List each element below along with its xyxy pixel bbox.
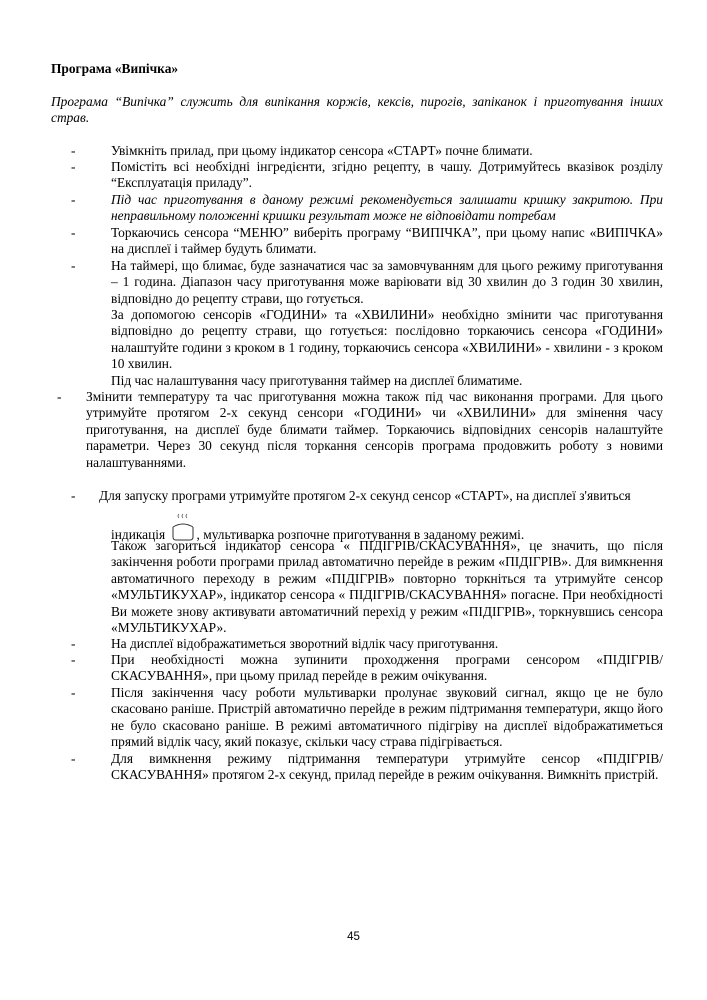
bullet-dash: - xyxy=(71,258,76,273)
list-item: На таймері, що блимає, буде зазначатися час за замовчуванням для цього режиму приготування – 1 година. Діапазон часу приготування може варіювати від 30 хвилин до 3 годин 30 хвилин, відповідно до рецепту страви, що готується. xyxy=(111,258,663,306)
bullet-dash: - xyxy=(71,488,76,503)
list-item: Після закінчення часу роботи мультиварки пролунає звуковий сигнал, якщо це не було скасовано раніше. Пристрій автоматично перейде в режим підтримання температури, якщо його не було скасовано раніше. В режимі автоматичного підігріву на дисплеї відображатиметься прямий відлік часу, який показує, скільки часу страва підігрівається. xyxy=(111,685,663,750)
bullet-dash: - xyxy=(71,751,76,766)
list-item: Для вимкнення режиму підтримання температури утримуйте сенсор «ПІДІГРІВ/СКАСУВАННЯ» протягом 2-х секунд, прилад перейде в режим очікування. Вимкніть пристрій. xyxy=(111,751,663,783)
indicator-description: , мультиварка розпочне приготування в заданому режимі. xyxy=(196,527,525,542)
list-item: Для запуску програми утримуйте протягом 2-х секунд сенсор «СТАРТ», на дисплеї з'явиться xyxy=(99,488,631,503)
list-item-paragraph: За допомогою сенсорів «ГОДИНИ» та «ХВИЛИНИ» необхідно змінити час приготування відповідно до рецепту страви, що готується: послідовно торкаючись сенсора «ГОДИНИ» налаштуйте години з кроком в 1 годину, торкаючись сенсора «ХВИЛИНИ» - хвилини - з кроком 10 хвилин. xyxy=(111,307,663,372)
list-item-paragraph: Також загориться індикатор сенсора « ПІДІГРІВ/СКАСУВАННЯ», це значить, що після закінчення роботи програми прилад автоматично перейде в режим «ПІДІГРІВ». Для вимкнення автоматичного переходу в режим «ПІДІГРІВ» повторно торкніться та утримуйте сенсор «МУЛЬТИКУХАР», індикатор сенсора « ПІДІГРІВ/СКАСУВАННЯ» погасне. При необхідності Ви можете знову активувати автоматичний перехід у режим «ПІДІГРІВ», торкнувшись сенсора «МУЛЬТИКУХАР». xyxy=(111,538,663,636)
list-item: Увімкніть прилад, при цьому індикатор сенсора «СТАРТ» почне блимати. xyxy=(111,143,533,158)
bullet-dash: - xyxy=(71,192,76,207)
list-item: Помістіть всі необхідні інгредієнти, згідно рецепту, в чашу. Дотримуйтесь вказівок розділу “Експлуатація приладу”. xyxy=(111,159,663,191)
list-item-first-line xyxy=(86,389,663,471)
page-number: 45 xyxy=(347,931,360,943)
bullet-dash: - xyxy=(71,225,76,240)
bullet-dash: - xyxy=(71,159,76,174)
list-item: Торкаючись сенсора “МЕНЮ” виберіть програму “ВИПІЧКА”, при цьому напис «ВИПІЧКА» на дисплеї і таймер будуть блимати. xyxy=(111,225,663,257)
list-item-note: Під час приготування в даному режимі рекомендується залишати кришку закритою. При неправильному положенні кришки результат може не відповідати потребам xyxy=(111,192,663,224)
bullet-dash: - xyxy=(71,652,76,667)
bullet-dash: - xyxy=(71,143,76,158)
list-item: На дисплеї відображатиметься зворотний відлік часу приготування. xyxy=(111,636,499,651)
section-title: Програма «Випічка» xyxy=(51,61,179,76)
bullet-dash: - xyxy=(57,389,62,404)
indicator-label: індикація xyxy=(111,527,166,542)
intro-paragraph: Програма “Випічка” служить для випікання коржів, кексів, пирогів, запіканок і приготування інших страв. xyxy=(51,94,663,126)
list-item: Змінити температуру та час приготування можна також під час виконання програми. Для цього утримуйте протягом 2-х секунд сенсори «ГОДИНИ» чи «ХВИЛИНИ» для змінення часу приготування, на дисплеї буде блимати таймер. Торкаючись відповідних сенсорів налаштуйте параметри. Через 30 секунд після торкання сенсорів програма продовжить роботу з новими налаштуваннями. xyxy=(86,389,663,470)
list-item: При необхідності можна зупинити проходження програми сенсором «ПІДІГРІВ/СКАСУВАННЯ», при цьому прилад перейде в режим очікування. xyxy=(111,652,663,684)
list-item-paragraph: Під час налаштування часу приготування таймер на дисплеї блиматиме. xyxy=(111,373,523,388)
bullet-dash: - xyxy=(71,685,76,700)
bullet-dash: - xyxy=(71,636,76,651)
